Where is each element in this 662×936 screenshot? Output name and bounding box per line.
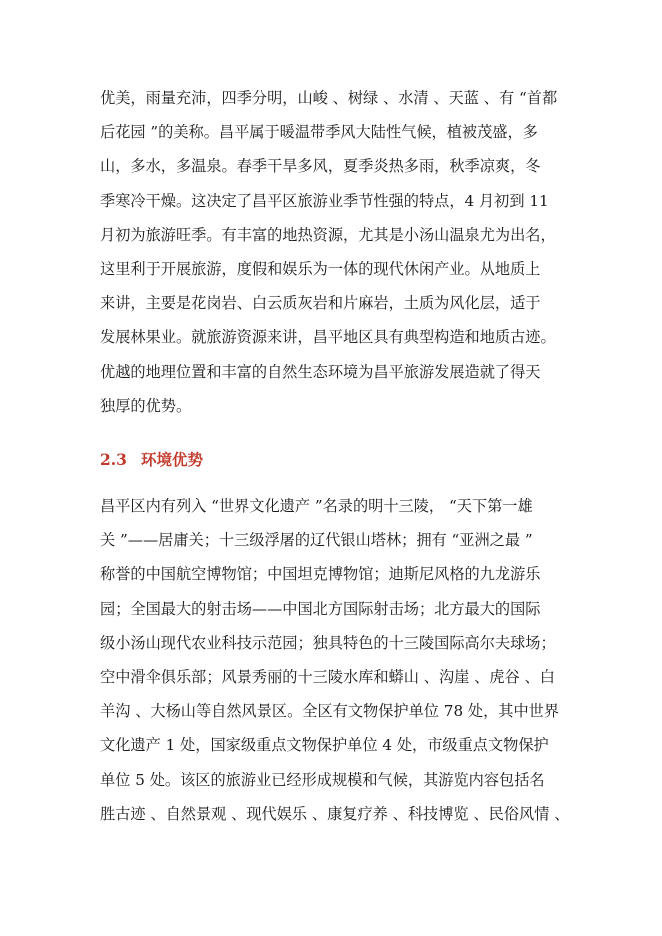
paragraph-natural-environment xyxy=(100,81,570,423)
text-line: 空中滑伞俱乐部；风景秀丽的十三陵水库和蟒山 、沟崖 、虎谷 、白 xyxy=(100,667,555,686)
text-line: 独厚的优势。 xyxy=(100,396,192,415)
text-line: 园；全国最大的射击场——中国北方国际射击场；北方最大的国际 xyxy=(100,599,541,618)
text-line: 关 ”——居庸关；十三级浮屠的辽代银山塔林；拥有 “亚洲之最 ” xyxy=(100,531,533,550)
section-heading xyxy=(100,446,203,474)
text-line: 季寒冷干燥。这决定了昌平区旅游业季节性强的特点，4 月初到 11 xyxy=(100,191,549,210)
section-title: 环境优势 xyxy=(140,450,203,469)
paragraph-environment-advantages xyxy=(100,489,570,831)
text-line: 优美，雨量充沛，四季分明，山峻 、树绿 、水清 、天蓝 、有 “首都 xyxy=(100,89,558,107)
text-line: 来讲，主要是花岗岩、白云质灰岩和片麻岩，土质为风化层，适于 xyxy=(100,294,541,313)
text-line: 优越的地理位置和丰富的自然生态环境为昌平旅游发展造就了得天 xyxy=(100,362,541,381)
text-line: 胜古迹 、自然景观 、现代娱乐 、康复疗养 、科技博览 、民俗风情 、 xyxy=(100,804,570,823)
text-line: 昌平区内有列入 “世界文化遗产 ”名录的明十三陵， “天下第一雄 xyxy=(100,497,533,515)
text-line: 后花园 ”的美称。昌平属于暖温带季风大陆性气候，植被茂盛，多 xyxy=(100,123,538,142)
text-line: 级小汤山现代农业科技示范园；独具特色的十三陵国际高尔夫球场； xyxy=(100,633,556,652)
section-number: 2.3 xyxy=(100,450,127,469)
text-line: 文化遗产 1 处，国家级重点文物保护单位 4 处，市级重点文物保护 xyxy=(100,736,549,755)
text-line: 发展林果业。就旅游资源来讲，昌平地区具有典型构造和地质古迹。 xyxy=(100,328,556,347)
text-line: 称誉的中国航空博物馆；中国坦克博物馆；迪斯尼风格的九龙游乐 xyxy=(100,565,541,584)
text-line: 单位 5 处。该区的旅游业已经形成规模和气候，其游览内容包括名 xyxy=(100,770,545,789)
text-line: 月初为旅游旺季。有丰富的地热资源，尤其是小汤山温泉尤为出名， xyxy=(100,225,556,244)
text-line: 这里利于开展旅游，度假和娱乐为一体的现代休闲产业。从地质上 xyxy=(100,259,541,278)
text-line: 羊沟 、大杨山等自然风景区。全区有文物保护单位 78 处，其中世界 xyxy=(100,702,560,721)
text-line: 山，多水，多温泉。春季干旱多风，夏季炎热多雨，秋季凉爽，冬 xyxy=(100,157,541,176)
